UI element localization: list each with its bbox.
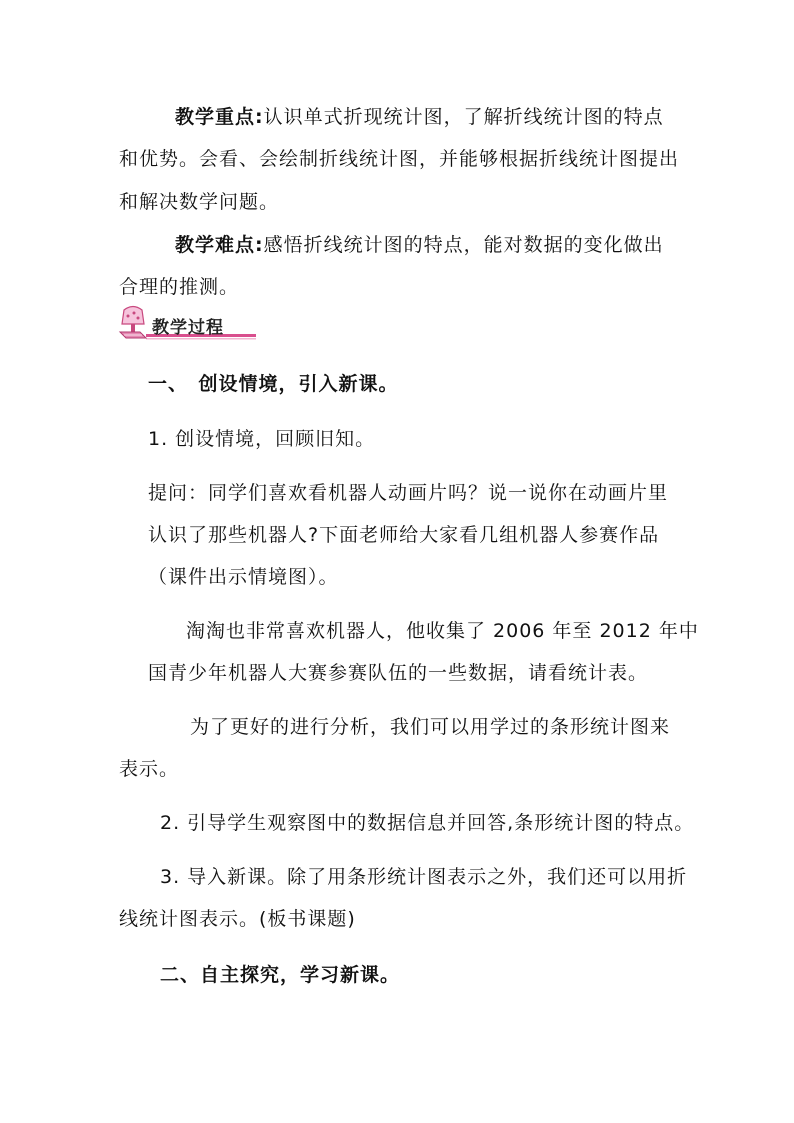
- difficulty-line-2: 合理的推测。: [119, 276, 240, 298]
- section-1-item-2: 2. 引导学生观察图中的数据信息并回答,条形统计图的特点。: [160, 812, 695, 834]
- focus-line-2: 和优势。会看、会绘制折线统计图，并能够根据折线统计图提出: [119, 148, 680, 170]
- difficulty-text-1: 感悟折线统计图的特点，能对数据的变化做出: [263, 234, 664, 256]
- difficulty-line-1: [175, 232, 664, 258]
- section-1-item-1: 1. 创设情境，回顾旧知。: [148, 428, 376, 450]
- focus-label: 教学重点:: [175, 106, 264, 128]
- process-badge: [118, 304, 258, 344]
- paragraph-2-line-2: 表示。: [119, 758, 180, 780]
- section-1-heading: 一、 创设情境，引入新课。: [148, 373, 399, 395]
- paragraph-2-line-1: 为了更好的进行分析，我们可以用学过的条形统计图来: [190, 716, 671, 738]
- section-1-item-3-line-2: 线统计图表示。(板书课题): [119, 908, 356, 930]
- difficulty-label: 教学难点:: [175, 234, 264, 256]
- question-line-2: 认识了那些机器人?下面老师给大家看几组机器人参赛作品: [148, 524, 660, 546]
- section-2-heading: 二、自主探究，学习新课。: [160, 964, 401, 986]
- question-line-3: （课件出示情境图）。: [148, 566, 339, 588]
- paragraph-1-line-1: 淘淘也非常喜欢机器人，他收集了 2006 年至 2012 年中: [186, 620, 699, 642]
- question-line-1: 提问：同学们喜欢看机器人动画片吗？说一说你在动画片里: [148, 482, 669, 504]
- focus-line-1: [175, 104, 664, 130]
- paragraph-1-line-2: 国青少年机器人大赛参赛队伍的一些数据，请看统计表。: [148, 662, 649, 684]
- section-1-item-3-line-1: 3. 导入新课。除了用条形统计图表示之外，我们还可以用折: [160, 866, 688, 888]
- process-label: 教学过程: [152, 318, 224, 338]
- focus-text-1: 认识单式折现统计图，了解折线统计图的特点: [263, 106, 664, 128]
- focus-line-3: 和解决数学问题。: [119, 191, 280, 213]
